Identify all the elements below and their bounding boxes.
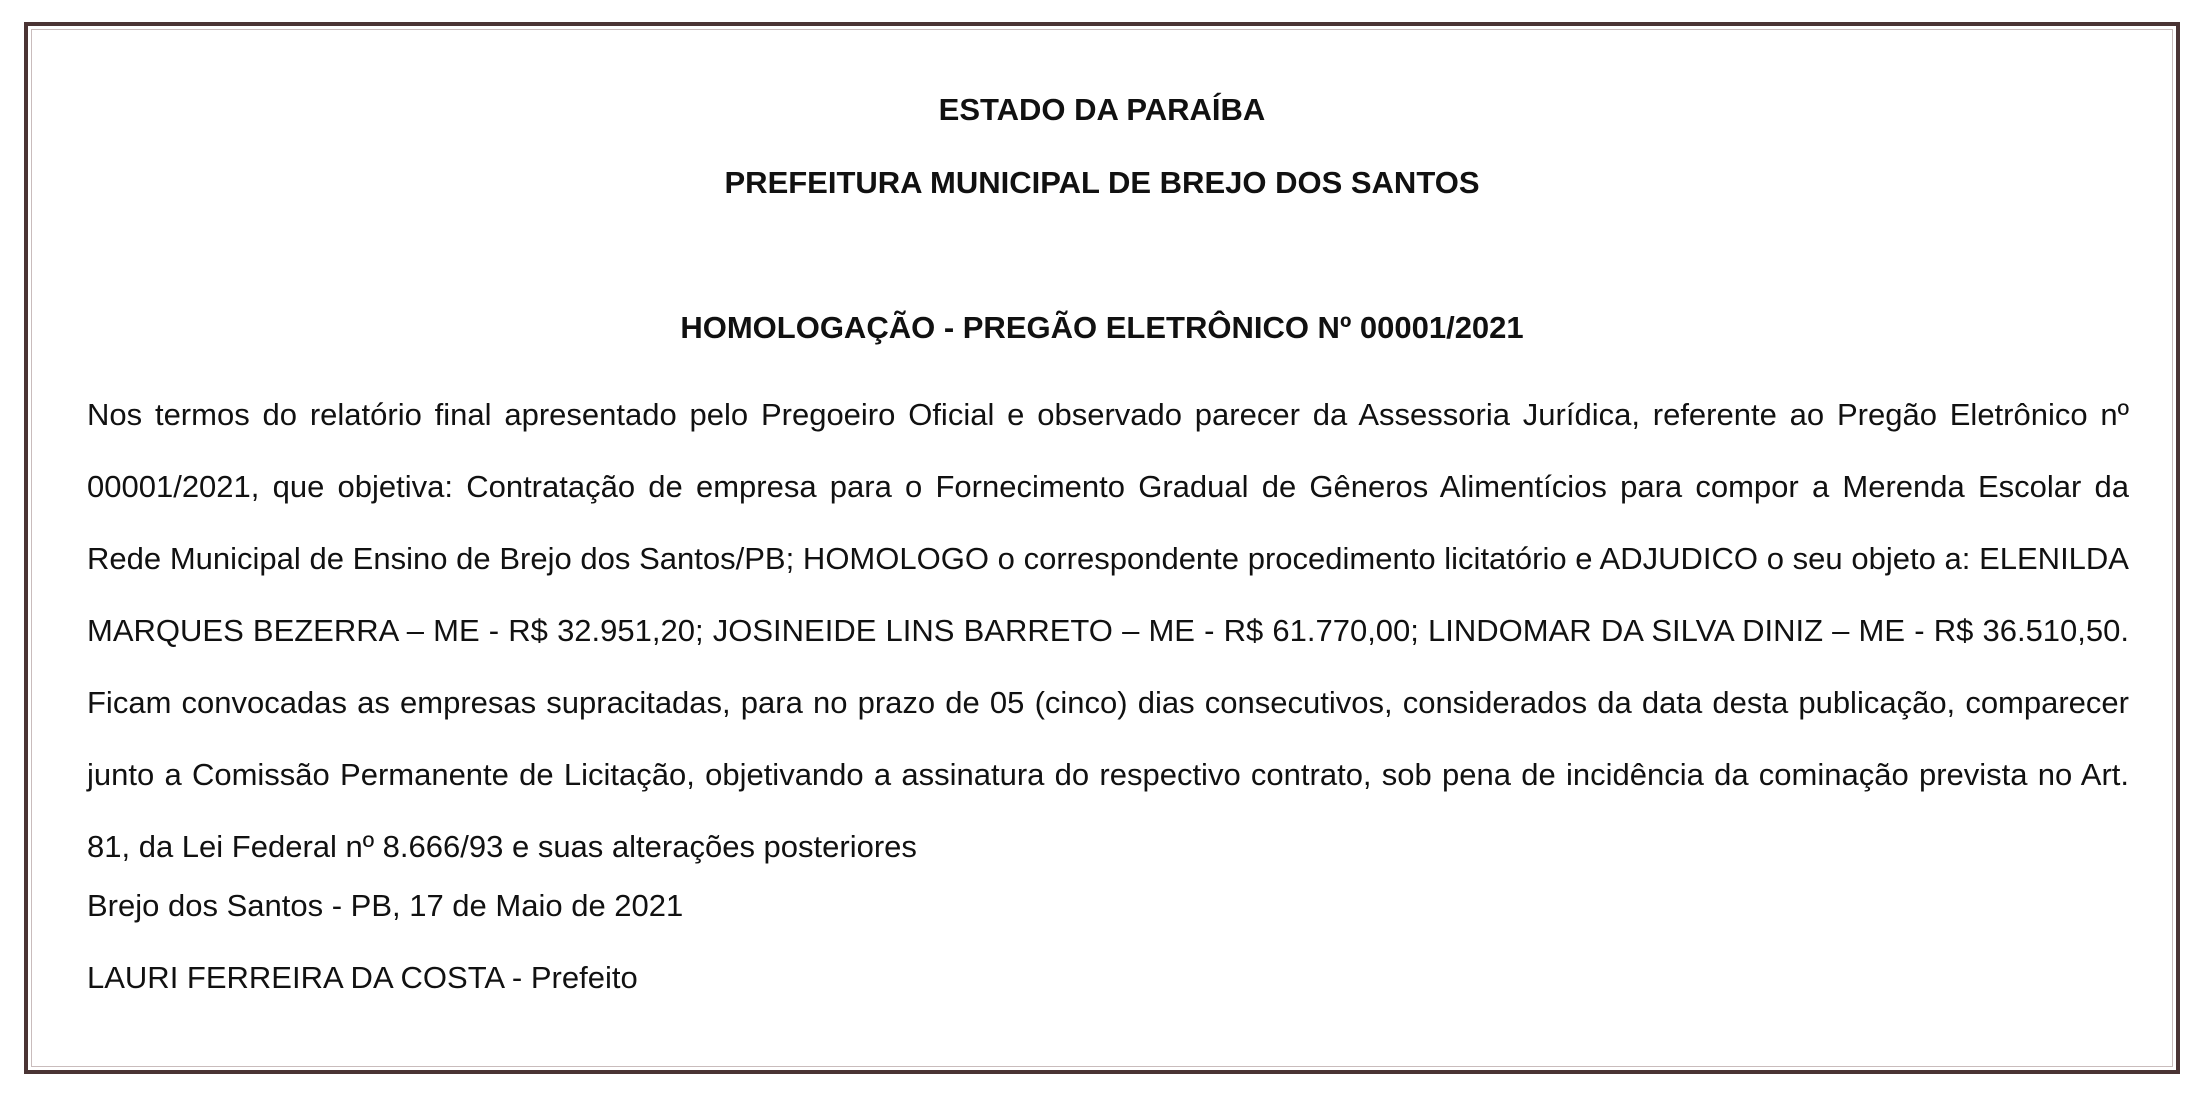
prefecture-heading: PREFEITURA MUNICIPAL DE BREJO DOS SANTOS bbox=[724, 165, 1480, 200]
document-title: HOMOLOGAÇÃO - PREGÃO ELETRÔNICO Nº 00001/2021 bbox=[680, 310, 1524, 345]
signature-line: LAURI FERREIRA DA COSTA - Prefeito bbox=[87, 960, 638, 995]
place-date-line: Brejo dos Santos - PB, 17 de Maio de 2021 bbox=[87, 888, 684, 923]
body-paragraph: Nos termos do relatório final apresentado pelo Pregoeiro Oficial e observado parecer da Assessoria Jurídica, referente ao Pregão Eletrônico nº 00001/2021, que objetiva: Contratação de empresa para o Fornecimento Gradual de Gêneros Alimentícios para compor a Merenda Escolar da Rede Municipal de Ensino de Brejo dos Santos/PB; HOMOLOGO o correspondente procedimento licitatório e ADJUDICO o seu objeto a: ELENILDA MARQUES BEZERRA – ME - R$ 32.951,20; JOSINEIDE LINS BARRETO – ME - R$ 61.770,00; LINDOMAR DA SILVA DINIZ – ME - R$ 36.510,50. Ficam convocadas as empresas supracitadas, para no prazo de 05 (cinco) dias consecutivos, considerados da data desta publicação, comparecer junto a Comissão Permanente de Licitação, objetivando a assinatura do respectivo contrato, sob pena de incidência da cominação prevista no Art. 81, da Lei Federal nº 8.666/93 e suas alterações posteriores bbox=[87, 397, 2129, 864]
document-frame bbox=[24, 22, 2180, 1074]
state-heading: ESTADO DA PARAÍBA bbox=[938, 92, 1266, 127]
